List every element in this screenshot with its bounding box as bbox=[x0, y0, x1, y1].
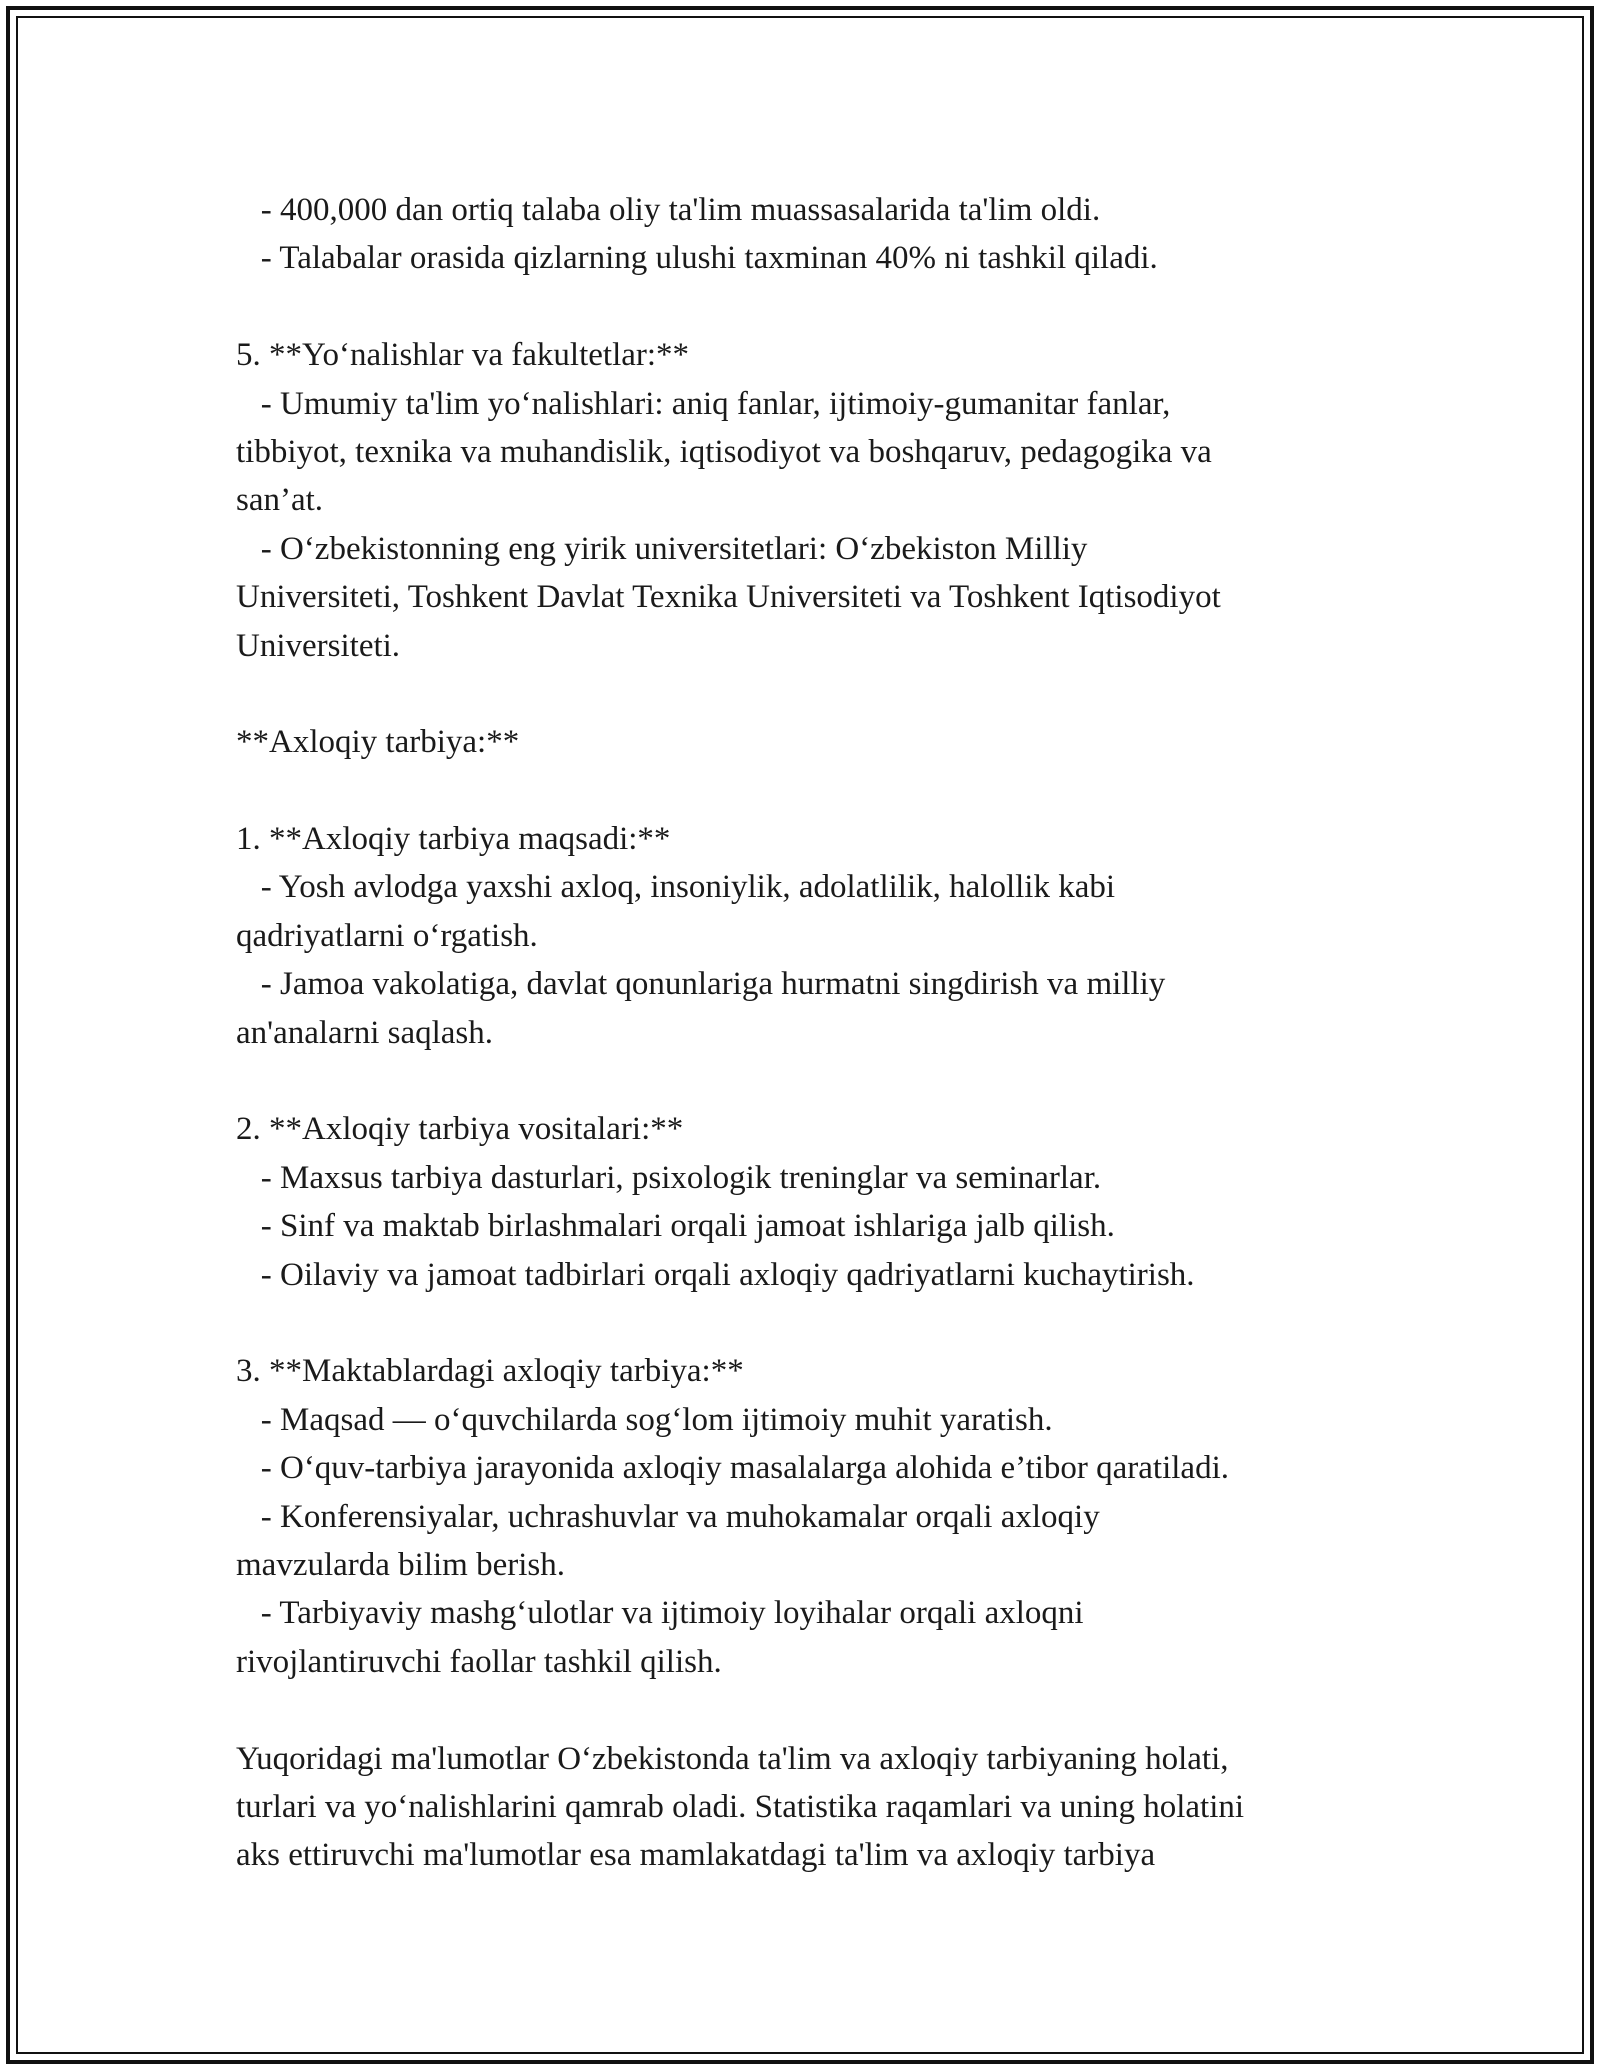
doc-line: qadriyatlarni o‘rgatish. bbox=[236, 917, 538, 954]
doc-line: an'analarni saqlash. bbox=[236, 1014, 494, 1051]
doc-line: - 400,000 dan ortiq talaba oliy ta'lim muassasalarida ta'lim oldi. bbox=[236, 192, 1101, 228]
doc-line bbox=[236, 283, 1376, 331]
doc-line: - Oilaviy va jamoat tadbirlari orqali axloqiy qadriyatlarni kuchaytirish. bbox=[236, 1256, 1195, 1293]
doc-line: - Umumiy ta'lim yo‘nalishlari: aniq fanlar, ijtimoiy-gumanitar fanlar, bbox=[236, 385, 1171, 422]
doc-line bbox=[236, 1686, 1376, 1734]
doc-line bbox=[236, 670, 1376, 718]
doc-line: aks ettiruvchi ma'lumotlar esa mamlakatdagi ta'lim va axloqiy tarbiya bbox=[236, 1837, 1156, 1874]
doc-line bbox=[236, 767, 1376, 815]
section-heading: 1. **Axloqiy tarbiya maqsadi:** bbox=[236, 821, 671, 858]
doc-line bbox=[236, 1057, 1376, 1105]
section-heading: 3. **Maktablardagi axloqiy tarbiya:** bbox=[236, 1353, 744, 1390]
doc-line: - Maqsad — o‘quvchilarda sog‘lom ijtimoiy muhit yaratish. bbox=[236, 1401, 1053, 1438]
doc-line: rivojlantiruvchi faollar tashkil qilish. bbox=[236, 1643, 722, 1680]
doc-line: - O‘quv-tarbiya jarayonida axloqiy masalalarga alohida e’tibor qaratiladi. bbox=[236, 1450, 1229, 1487]
doc-line: tibbiyot, texnika va muhandislik, iqtisodiyot va boshqaruv, pedagogika va bbox=[236, 433, 1212, 470]
doc-line: - Jamoa vakolatiga, davlat qonunlariga hurmatni singdirish va milliy bbox=[236, 966, 1166, 1003]
section-heading: 2. **Axloqiy tarbiya vositalari:** bbox=[236, 1111, 684, 1148]
doc-line: Universiteti. bbox=[236, 627, 401, 664]
doc-line: Yuqoridagi ma'lumotlar O‘zbekistonda ta'lim va axloqiy tarbiyaning holati, bbox=[236, 1740, 1229, 1777]
doc-line: - Konferensiyalar, uchrashuvlar va muhokamalar orqali axloqiy bbox=[236, 1498, 1100, 1535]
doc-line: - Tarbiyaviy mashg‘ulotlar va ijtimoiy loyihalar orqali axloqni bbox=[236, 1595, 1084, 1632]
doc-line: mavzularda bilim berish. bbox=[236, 1546, 565, 1583]
doc-line: Universiteti, Toshkent Davlat Texnika Universiteti va Toshkent Iqtisodiyot bbox=[236, 579, 1221, 616]
doc-line: - Yosh avlodga yaxshi axloq, insoniylik, adolatlilik, halollik kabi bbox=[236, 869, 1116, 906]
doc-line: - O‘zbekistonning eng yirik universitetlari: O‘zbekiston Milliy bbox=[236, 530, 1088, 567]
doc-line: - Maxsus tarbiya dasturlari, psixologik treninglar va seminarlar. bbox=[236, 1159, 1102, 1196]
doc-line: turlari va yo‘nalishlarini qamrab oladi. Statistika raqamlari va uning holatini bbox=[236, 1788, 1245, 1825]
doc-line bbox=[236, 1299, 1376, 1347]
doc-line: san’at. bbox=[236, 482, 324, 519]
section-heading: 5. **Yo‘nalishlar va fakultetlar:** bbox=[236, 337, 690, 374]
doc-line: - Sinf va maktab birlashmalari orqali jamoat ishlariga jalb qilish. bbox=[236, 1208, 1115, 1245]
doc-line: - Talabalar orasida qizlarning ulushi taxminan 40% ni tashkil qiladi. bbox=[236, 240, 1158, 277]
document-body bbox=[236, 186, 1376, 1880]
section-heading: **Axloqiy tarbiya:** bbox=[236, 724, 520, 761]
